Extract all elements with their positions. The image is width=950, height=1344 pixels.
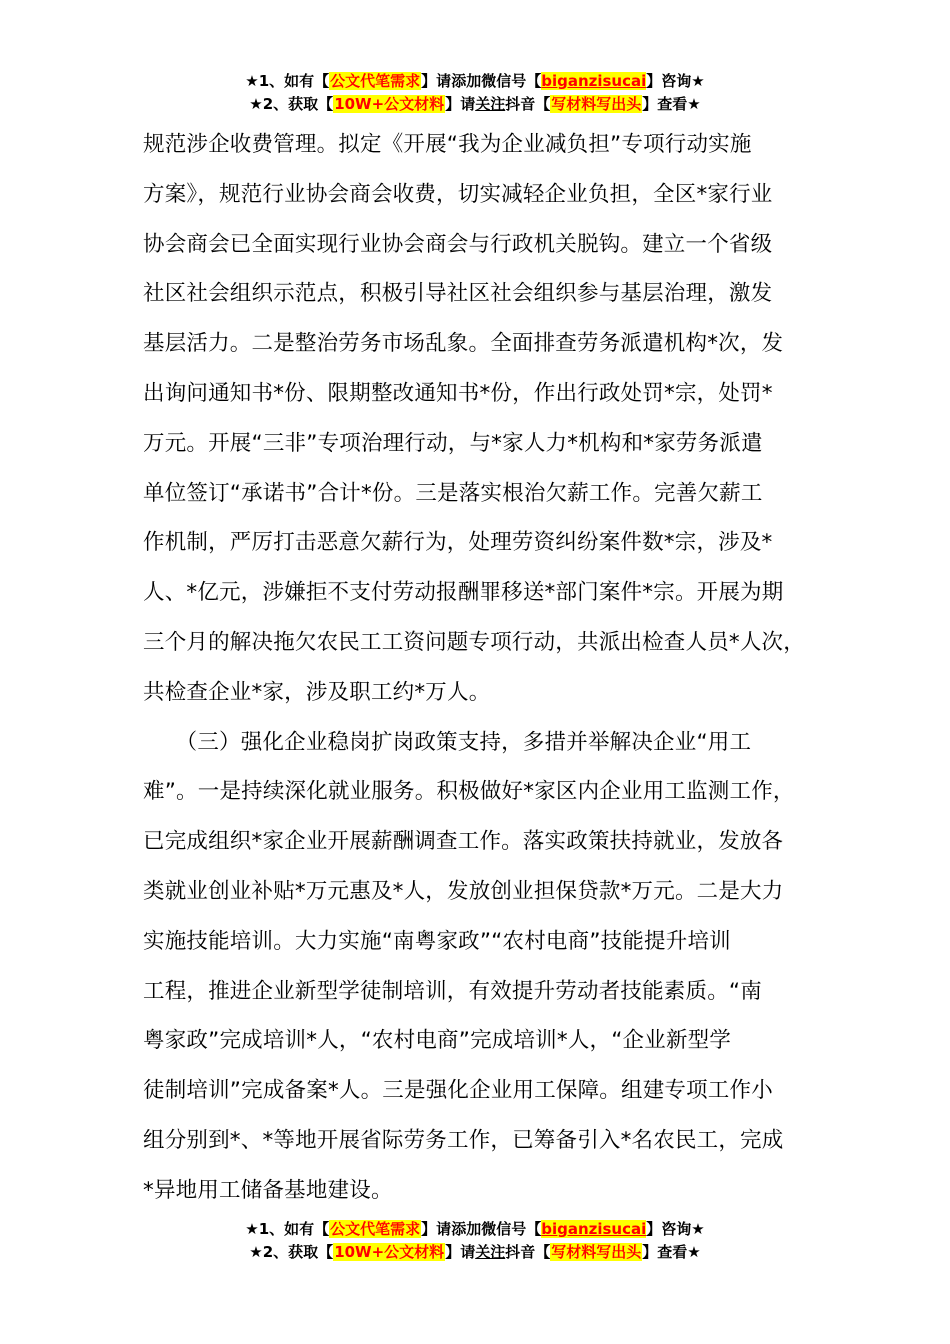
materials-highlight: 10W+公文材料	[334, 95, 445, 113]
wechat-id: biganzisucai	[541, 72, 647, 90]
ghostwriting-highlight: 公文代笔需求	[330, 1220, 421, 1238]
body-line: 社区社会组织示范点，积极引导社区社会组织参与基层治理，激发	[143, 281, 773, 307]
douyin-id: 写材料写出头	[551, 1243, 642, 1261]
body-line: *异地用工储备基地建设。	[143, 1177, 393, 1203]
footer-ad-line-2: ★2、获取【10W+公文材料】请关注抖音【写材料写出头】查看★	[249, 1243, 701, 1261]
body-line: 方案》，规范行业协会商会收费，切实减轻企业负担，全区*家行业	[143, 181, 773, 207]
ghostwriting-highlight: 公文代笔需求	[330, 72, 421, 90]
body-line: 徒制培训”完成备案*人。三是强化企业用工保障。组建专项工作小	[143, 1078, 773, 1104]
document-body	[143, 120, 833, 1216]
body-line: 已完成组织*家企业开展薪酬调查工作。落实政策扶持就业，发放各	[143, 829, 784, 855]
footer-ad	[0, 1218, 950, 1264]
body-line: 类就业创业补贴*万元惠及*人，发放创业担保贷款*万元。二是大力	[143, 878, 784, 904]
header-ad	[0, 70, 950, 116]
body-line: 人、*亿元，涉嫌拒不支付劳动报酬罪移送*部门案件*宗。开展为期	[143, 580, 784, 606]
header-ad-line-1: ★1、如有【公文代笔需求】请添加微信号【biganzisucai】咨询★	[245, 72, 705, 90]
body-line: 基层活力。二是整治劳务市场乱象。全面排查劳务派遣机构*次，发	[143, 331, 784, 357]
body-line: 万元。开展“三非”专项治理行动，与*家人力*机构和*家劳务派遣	[143, 430, 763, 456]
wechat-id: biganzisucai	[541, 1220, 647, 1238]
header-ad-line-2: ★2、获取【10W+公文材料】请关注抖音【写材料写出头】查看★	[249, 95, 701, 113]
body-line: 三个月的解决拖欠农民工工资问题专项行动，共派出检查人员*人次，	[143, 629, 805, 655]
body-line: 出询问通知书*份、限期整改通知书*份，作出行政处罚*宗，处罚*	[143, 380, 773, 406]
body-line: 实施技能培训。大力实施“南粤家政”“农村电商”技能提升培训	[143, 928, 731, 954]
douyin-id: 写材料写出头	[551, 95, 642, 113]
body-line: 工程，推进企业新型学徒制培训，有效提升劳动者技能素质。“南	[143, 978, 762, 1004]
body-line: 规范涉企收费管理。拟定《开展“我为企业减负担”专项行动实施	[143, 132, 752, 157]
section-heading-line: （三）强化企业稳岗扩岗政策支持，多措并举解决企业“用工	[143, 729, 752, 755]
body-line: 协会商会已全面实现行业协会商会与行政机关脱钩。建立一个省级	[143, 231, 773, 257]
body-line: 组分别到*、*等地开展省际劳务工作，已筹备引入*名农民工，完成	[143, 1127, 784, 1153]
footer-ad-line-1: ★1、如有【公文代笔需求】请添加微信号【biganzisucai】咨询★	[245, 1220, 705, 1238]
body-line: 单位签订“承诺书”合计*份。三是落实根治欠薪工作。完善欠薪工	[143, 480, 763, 506]
body-line: 难”。一是持续深化就业服务。积极做好*家区内企业用工监测工作，	[143, 779, 795, 805]
materials-highlight: 10W+公文材料	[334, 1243, 445, 1261]
body-line: 粤家政”完成培训*人，“农村电商”完成培训*人，“企业新型学	[143, 1028, 732, 1054]
body-line: 共检查企业*家，涉及职工约*万人。	[143, 679, 491, 705]
body-line: 作机制，严厉打击恶意欠薪行为，处理劳资纠纷案件数*宗，涉及*	[143, 530, 773, 556]
